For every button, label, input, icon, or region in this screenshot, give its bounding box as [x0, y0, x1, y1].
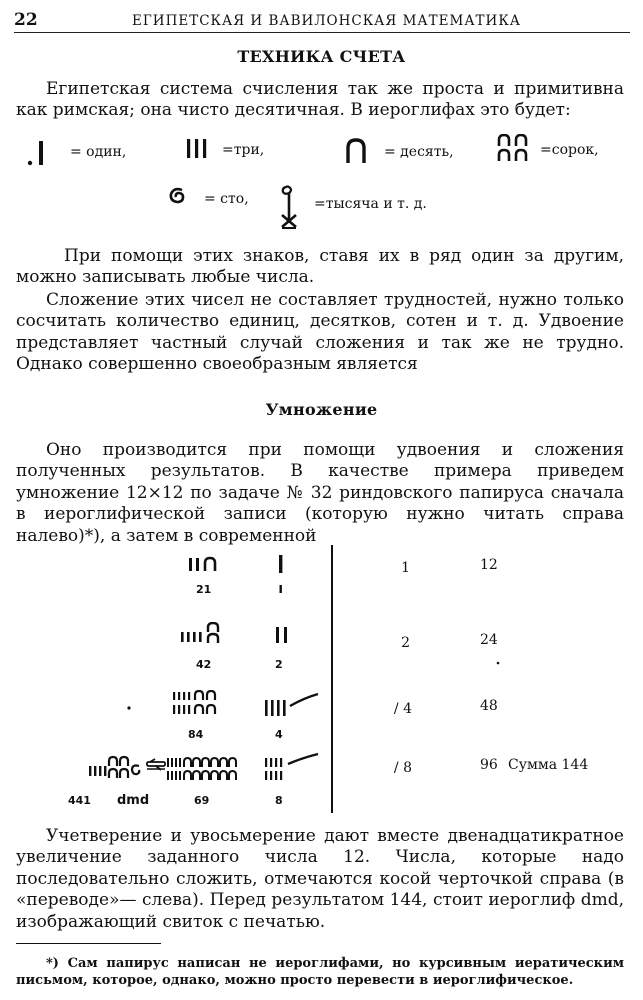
hieroglyph-row3-col2-marked-icon — [264, 692, 320, 718]
dot-one-stroke-icon — [26, 138, 48, 168]
hieratic-row3-col1: 84 — [188, 728, 204, 741]
row1-multiplier: 1 — [401, 560, 410, 576]
paragraph-intro: Египетская система счисления так же проста и примитивна как римская; она чисто десятичная. В иероглифах это будет: — [16, 79, 624, 121]
three-strokes-icon — [185, 138, 209, 160]
running-head — [14, 6, 630, 33]
row4-multiplier: 8 — [403, 760, 412, 776]
hieratic-row3-col2: 4 — [275, 728, 283, 741]
scroll-seal-dmd-icon — [146, 758, 166, 772]
hieroglyph-row4-col1-icon — [166, 754, 240, 782]
row2-product: 24 — [480, 632, 498, 648]
table-row — [372, 757, 412, 776]
paragraph-writing-numbers: При помощи этих знаков, ставя их в ряд один за другим, можно записывать любые числа. — [16, 246, 624, 288]
arch-ten-icon — [345, 138, 367, 164]
coil-hundred-icon — [168, 186, 188, 206]
row4-sum-note: Сумма 144 — [508, 757, 589, 773]
hieroglyph-row2-col2-icon — [274, 626, 290, 644]
row1-product: 12 — [480, 557, 498, 573]
stray-mark-icon — [496, 661, 500, 665]
row4-mark: / — [393, 760, 404, 776]
footnote: *) Сам папирус написан не иероглифами, но курсивным иератическим письмом, которое, однако, можно просто перевести в иероглифическое. — [16, 956, 624, 988]
hieroglyph-row4-result-icon — [88, 754, 142, 780]
page-number: 22 — [14, 10, 38, 30]
footnote-rule — [16, 943, 161, 944]
hieratic-row4-col1: 441 — [68, 794, 91, 807]
hieroglyph-row3-col1-icon — [172, 690, 226, 716]
paragraph-conclusion: Учетверение и увосьмерение дают вместе двенадцатикратное увеличение заданного числа 12. Числа, которые надо последовательно сложить, отмечаются косой черточкой справа (в «переводе»— слева). Перед результатом 144, стоит иероглиф dmd, изображающий свиток с печатью. — [16, 826, 624, 932]
section-title-counting: ТЕХНИКА СЧЕТА — [237, 47, 406, 66]
row3-product: 48 — [480, 698, 498, 714]
hieratic-row4-col2: 8 — [275, 794, 283, 807]
hieroglyph-legend — [0, 130, 643, 230]
stray-dot-icon — [127, 706, 131, 710]
row2-multiplier: 2 — [401, 635, 410, 651]
hieratic-row4-mid: 69 — [194, 794, 210, 807]
running-title: ЕГИПЕТСКАЯ И ВАВИЛОНСКАЯ МАТЕМАТИКА — [132, 13, 521, 29]
hieratic-row4-dmd: dmd — [117, 793, 150, 808]
hieratic-row2-col1: 42 — [196, 658, 212, 671]
symbol-one-label: = один, — [70, 144, 127, 160]
paragraph-addition: Сложение этих чисел не составляет трудностей, нужно только сосчитать количество единиц, десятков, сотен и т. д. Удвоение представляет частный случай сложения и так же не трудно. Однако совершенно своеобразным является — [16, 290, 624, 375]
hieratic-row1-col1: 21 — [196, 583, 212, 596]
multiplication-table — [0, 540, 643, 815]
table-row — [372, 698, 412, 717]
hieroglyph-row4-col2-marked-icon — [264, 752, 320, 782]
hieroglyph-row1-col2-icon — [277, 554, 285, 574]
row3-mark: / — [393, 701, 404, 717]
lotus-thousand-icon — [278, 184, 300, 230]
table-divider — [331, 545, 333, 813]
section-title-multiplication: Умножение — [265, 400, 378, 419]
hieratic-row1-col2-icon — [278, 584, 284, 594]
row4-product: 96 — [480, 757, 498, 773]
table-row — [380, 632, 410, 651]
hieratic-row2-col2: 2 — [275, 658, 283, 671]
hieroglyph-row1-col1-icon — [188, 556, 224, 572]
table-row — [380, 557, 410, 576]
row3-multiplier: 4 — [403, 701, 412, 717]
symbol-forty-label: =сорок, — [540, 142, 599, 158]
four-arches-forty-icon — [497, 134, 531, 162]
symbol-ten-label: = десять, — [384, 144, 454, 160]
symbol-three-label: =три, — [222, 142, 265, 158]
paragraph-multiplication-intro: Оно производится при помощи удвоения и сложения полученных результатов. В качестве примера приведем умножение 12×12 по задаче № 32 риндовского папируса сначала в иероглифической записи (которую нужно читать справа налево)*), а затем в современной — [16, 440, 624, 546]
hieroglyph-row2-col1-icon — [180, 622, 226, 644]
symbol-hundred-label: = сто, — [204, 191, 249, 207]
symbol-thousand-label: =тысяча и т. д. — [314, 196, 427, 212]
